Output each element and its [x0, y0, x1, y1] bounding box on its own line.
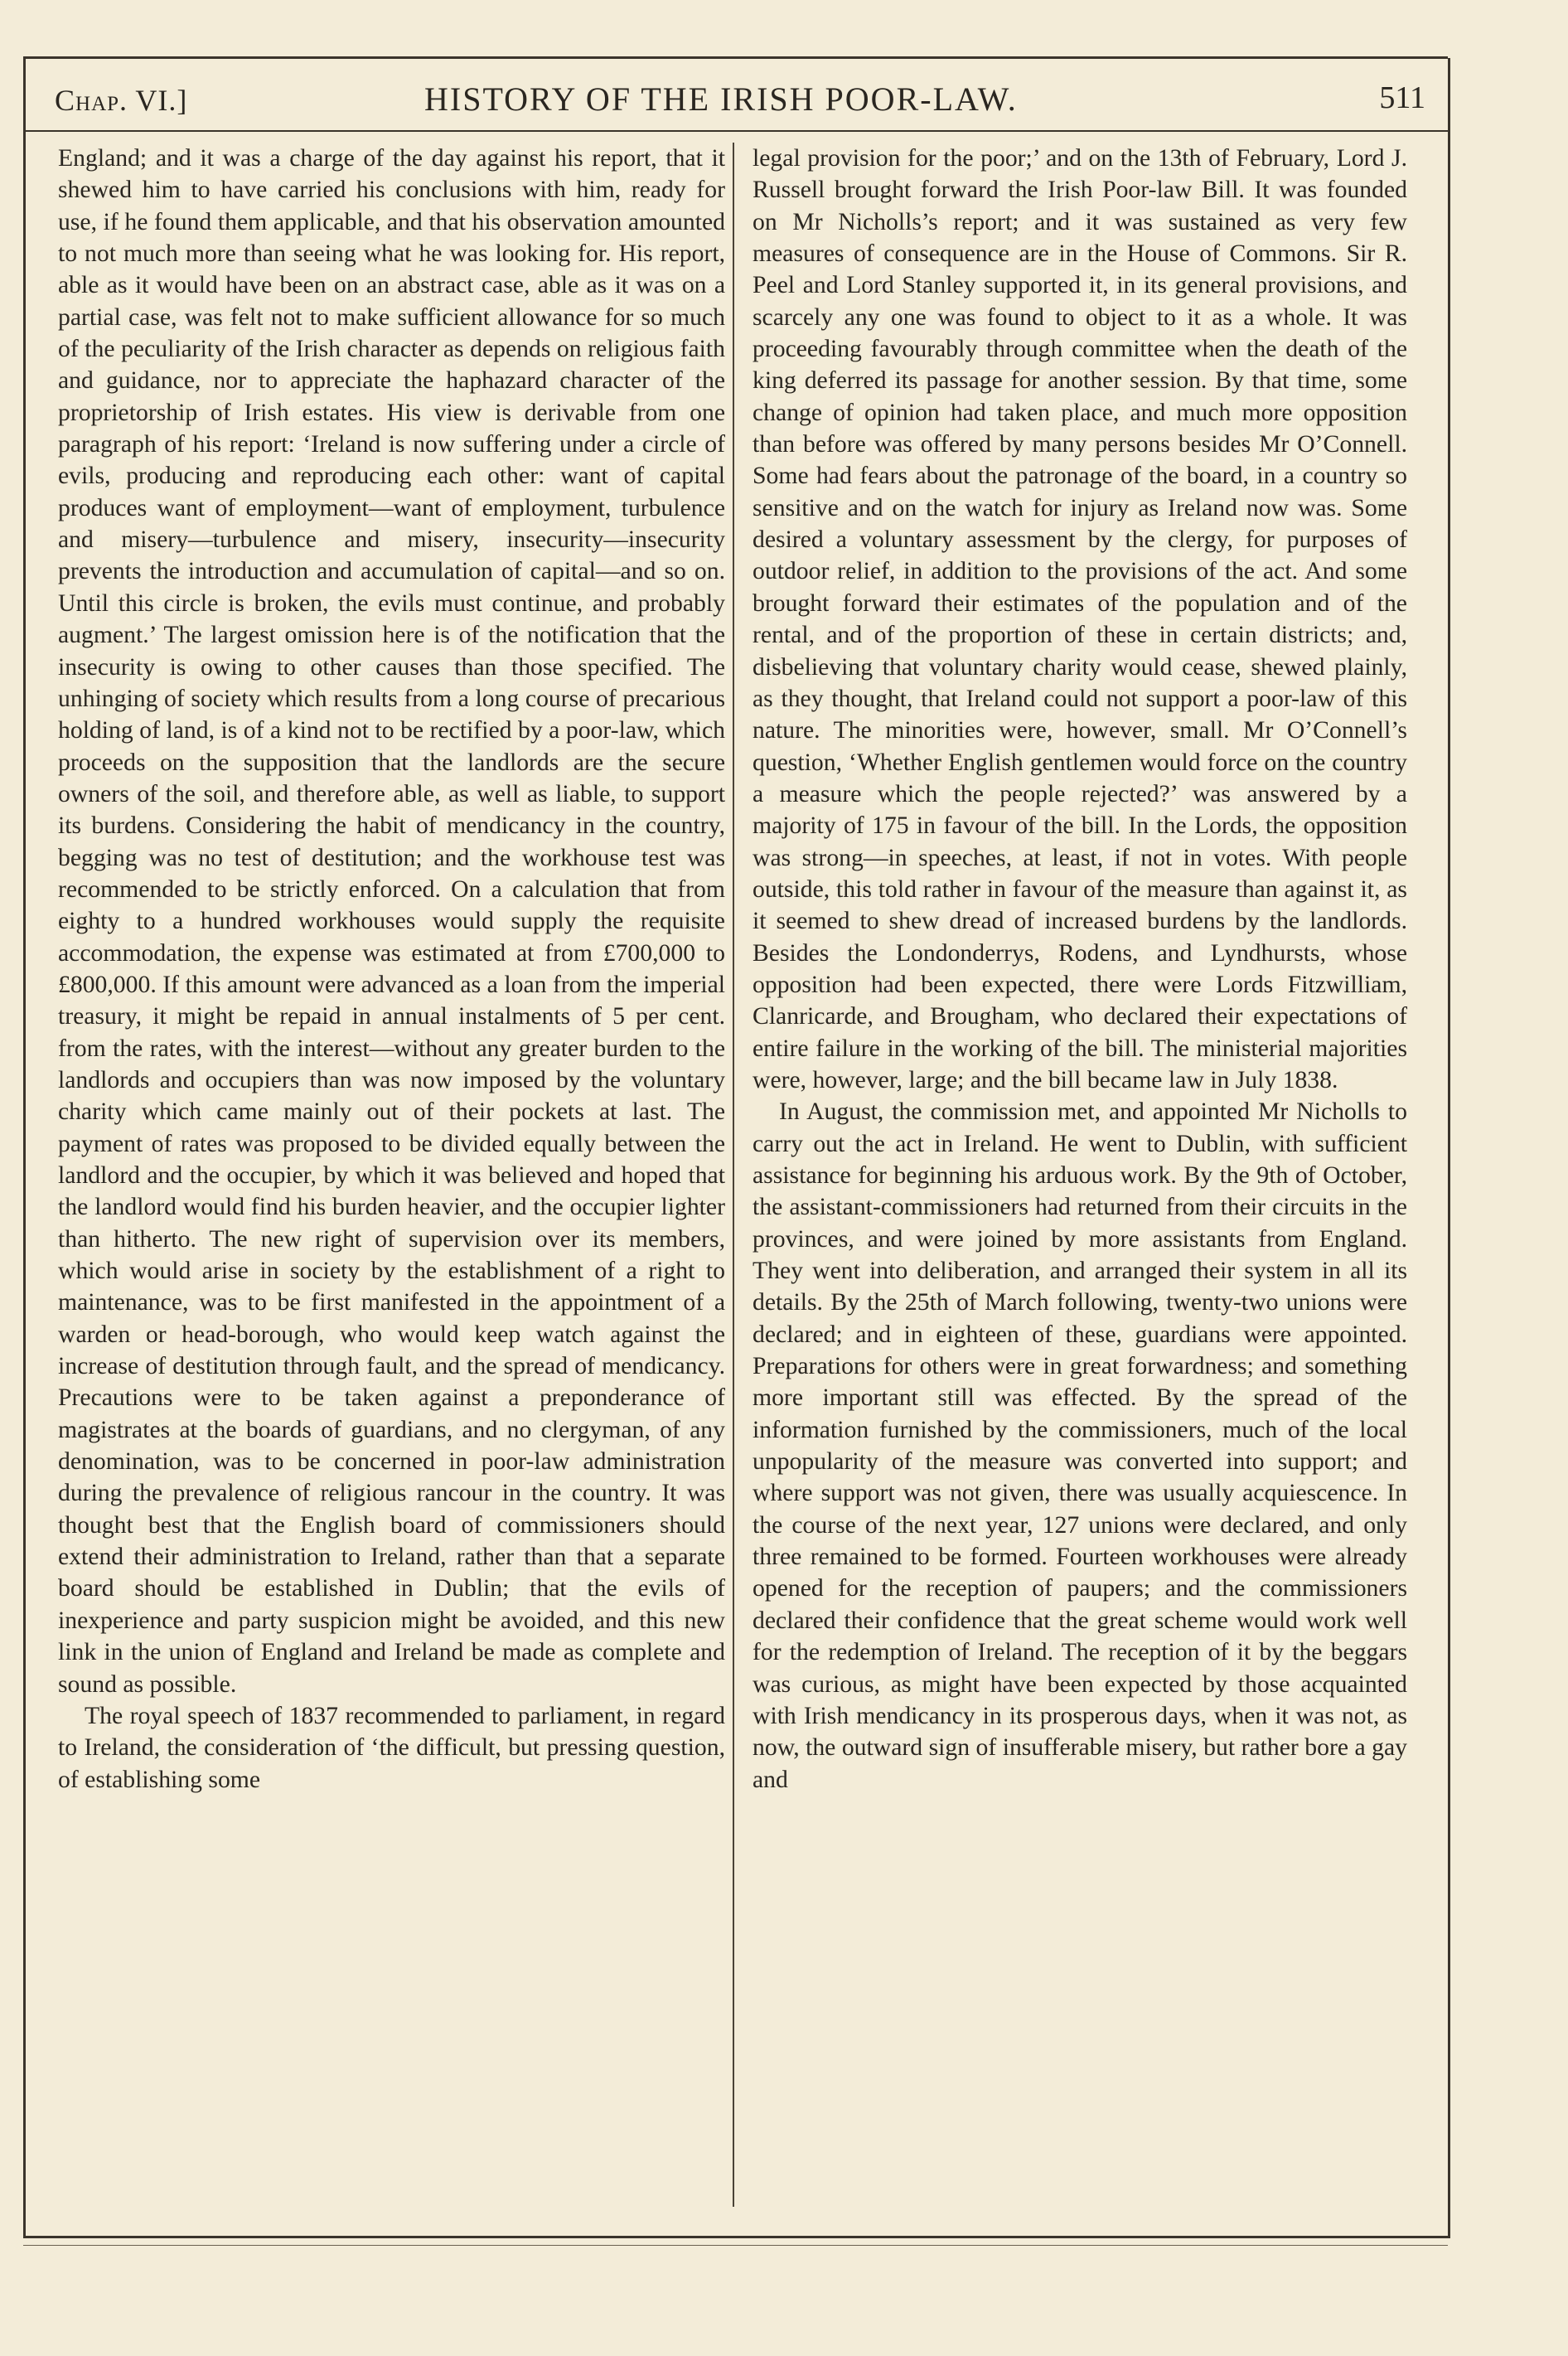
bottom-thin-rule	[23, 2245, 1448, 2246]
page-number: 511	[1379, 80, 1425, 115]
paragraph: England; and it was a charge of the day against his report, that it shewed him to have carried his conclusions with him, ready for use, if he found them applicable, and that his observation amounted to not much more than seeing what he was looking for. His report, able as it would have been on an abstract case, able as it was on a partial case, was felt not to make sufficient allowance for so much of the peculiarity of the Irish character as depends on religious faith and guidance, nor to appreciate the haphazard character of the proprietorship of Irish estates. His view is derivable from one paragraph of his report: ‘Ireland is now suffering under a circle of evils, producing and reproducing each other: want of capital produces want of employment—want of employment, turbulence and misery—turbulence and misery, insecurity—insecurity prevents the introduction and accumulation of capital—and so on. Until this circle is broken, the evils must continue, and probably augment.’ The largest omission here is of the notification that the insecurity is owing to other causes than those specified. The unhinging of society which results from a long course of precarious holding of land, is of a kind not to be rectified by a poor-law, which proceeds on the supposition that the landlords are the secure owners of the soil, and therefore able, as well as liable, to support its burdens. Considering the habit of mendicancy in the country, begging was no test of destitution; and the workhouse test was recommended to be strictly enforced. On a calculation that from eighty to a hundred workhouses would supply the requisite accommodation, the expense was estimated at from £700,000 to £800,000. If this amount were advanced as a loan from the imperial treasury, it might be repaid in annual instalments of 5 per cent. from the rates, with the interest—without any greater burden to the landlords and occupiers than was now imposed by the voluntary charity which came mainly out of their pockets at last. The payment of rates was proposed to be divided equally between the landlord and the occupier, by which it was believed and hoped that the landlord would find his burden heavier, and the occupier lighter than hitherto. The new right of supervision over its members, which would arise in society by the establishment of a right to maintenance, was to be first manifested in the appointment of a warden or head-borough, who would keep watch against the increase of destitution through fault, and the spread of mendicancy. Precautions were to be taken against a preponderance of magistrates at the boards of guardians, and no clergyman, of any denomination, was to be concerned in poor-law administration during the prevalence of religious rancour in the country. It was thought best that the English board of commissioners should extend their administration to Ireland, rather than that a separate board should be established in Dublin; that the evils of inexperience and party suspicion might be avoided, and this new link in the union of England and Ireland be made as complete and sound as possible.	[58, 145, 725, 1698]
column-divider	[733, 143, 734, 2207]
paragraph: The royal speech of 1837 recommended to parliament, in regard to Ireland, the consideration of ‘the difficult, but pressing question, of establishing some	[58, 1702, 725, 1793]
page-title: HISTORY OF THE IRISH POOR-LAW.	[424, 80, 1018, 118]
bottom-border-rule	[23, 2236, 1448, 2238]
chapter-label: Chap. VI.]	[55, 84, 188, 117]
paragraph: In August, the commission met, and appointed Mr Nicholls to carry out the act in Ireland. He went to Dublin, with sufficient assistance for beginning his arduous work. By the 9th of October, the assistant-commissioners had returned from their circuits in the provinces, and were joined by more assistants from England. They went into deliberation, and arranged their system in all its details. By the 25th of March following, twenty-two unions were declared; and in eighteen of these, guardians were appointed. Preparations for others were in great forwardness; and something more important still was effected. By the spread of the information furnished by the commissioners, much of the local unpopularity of the measure was converted into support; and where support was not given, there was usually acquiescence. In the course of the next year, 127 unions were declared, and only three remained to be formed. Fourteen workhouses were already opened for the reception of paupers; and the commissioners declared their confidence that the great scheme would work well for the redemption of Ireland. The reception of it by the beggars was curious, as might have been expected by those acquainted with Irish mendicancy in its prosperous days, when it was not, as now, the outward sign of insufferable misery, but rather bore a gay and	[753, 1098, 1407, 1793]
running-head	[50, 73, 1434, 123]
paragraph: legal provision for the poor;’ and on the 13th of February, Lord J. Russell brought forward the Irish Poor-law Bill. It was founded on Mr Nicholls’s report; and it was sustained as very few measures of consequence are in the House of Commons. Sir R. Peel and Lord Stanley supported it, in its general provisions, and scarcely any one was found to object to it as a whole. It was proceeding favourably through committee when the death of the king deferred its passage for another session. By that time, some change of opinion had taken place, and much more opposition than before was offered by many persons besides Mr O’Connell. Some had fears about the patronage of the board, in a country so sensitive and on the watch for injury as Ireland now was. Some desired a voluntary assessment by the clergy, for purposes of outdoor relief, in addition to the provisions of the act. And some brought forward their estimates of the population and of the rental, and of the proportion of these in certain districts; and, disbelieving that voluntary charity would cease, shewed plainly, as they thought, that Ireland could not support a poor-law of this nature. The minorities were, however, small. Mr O’Connell’s question, ‘Whether English gentlemen would force on the country a measure which the people rejected?’ was answered by a majority of 175 in favour of the bill. In the Lords, the opposition was strong—in speeches, at least, if not in votes. With people outside, this told rather in favour of the measure than against it, as it seemed to shew dread of increased burdens by the landlords. Besides the Londonderrys, Rodens, and Lyndhursts, whose opposition had been expected, there were Lords Fitzwilliam, Clanricarde, and Brougham, who declared their expectations of entire failure in the working of the bill. The ministerial majorities were, however, large; and the bill became law in July 1838.	[753, 145, 1407, 1093]
right-column	[753, 143, 1407, 1796]
left-column	[58, 143, 725, 1796]
header-rule	[23, 130, 1448, 132]
